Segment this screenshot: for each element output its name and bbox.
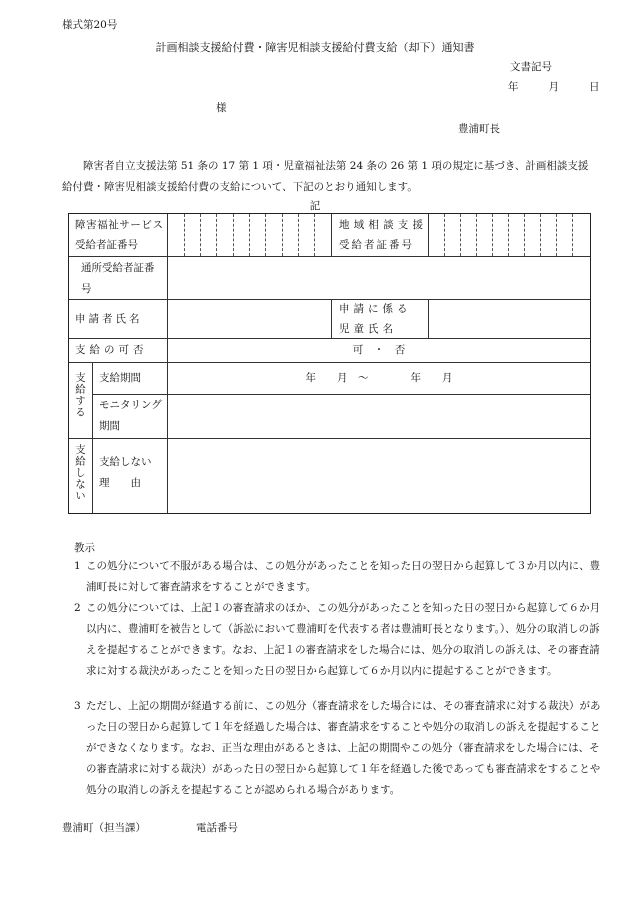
note-item	[62, 598, 602, 682]
year-label: 年	[508, 81, 519, 93]
supply-period-label: 支給期間	[99, 372, 141, 384]
ki-label: 記	[309, 200, 321, 212]
digit-divider	[282, 214, 283, 256]
document-title: 計画相談支援給付費・障害児相談支援給付費支給（却下）通知書	[155, 41, 475, 54]
col-divider	[92, 362, 93, 513]
col-divider	[428, 214, 429, 256]
digit-divider	[298, 214, 299, 256]
regional-consult-number-label: 地域相談支援受給者証番号	[339, 219, 425, 251]
approve-group-label: 支給する	[74, 372, 86, 418]
digit-divider	[200, 214, 201, 256]
row-divider	[69, 438, 590, 439]
digit-divider	[508, 214, 509, 256]
document-number-label: 文書記号	[510, 61, 552, 73]
applicant-name-label: 申請者氏名	[75, 313, 143, 325]
child-name-label: 申請に係る児童氏名	[339, 303, 412, 335]
col-divider	[428, 299, 429, 338]
outpatient-number-label: 通所受給者証番号	[81, 262, 155, 295]
digit-divider	[249, 214, 250, 256]
digit-divider	[524, 214, 525, 256]
body-text: 障害者自立支援法第 51 条の 17 第 1 項・児童福祉法第 24 条の 26 第 1 項の規定に基づき、計画相談支援給付費・障害児相談支援給付費の支給について、下記のとおり通知します。	[62, 160, 589, 193]
digit-divider	[184, 214, 185, 256]
addressee-suffix: 様	[216, 102, 227, 114]
digit-divider	[265, 214, 266, 256]
note-item	[62, 696, 602, 801]
monitoring-period-label: モニタリング期間	[99, 399, 162, 432]
deny-group-label: 支給しない	[74, 444, 86, 502]
col-divider	[331, 299, 332, 338]
phone-label: 電話番号	[196, 822, 238, 834]
supply-period-value: 年 月 ～ 年 月	[305, 372, 453, 384]
footer	[62, 820, 238, 835]
month-label: 月	[548, 81, 559, 93]
digit-divider	[572, 214, 573, 256]
row-divider	[69, 338, 590, 339]
note-text: ただし、上記の期間が経過する前に、この処分（審査請求をした場合には、その審査請求に対する裁決）があった日の翌日から起算して１年を経過した場合は、審査請求をすることや処分の取消しの訴えを提起することができなくなります。なお、正当な理由があるときは、上記の期間やこの処分（審査請求をした場合には、その審査請求に対する裁決）があった日の翌日から起算して１年を経過した後であっても審査請求をすることや処分の取消しの訴えを提起することが認められる場合があります。	[86, 700, 601, 796]
date-line	[508, 79, 600, 94]
issuer-name: 豊浦町長	[458, 123, 500, 135]
deny-reason-label: 支給しない理 由	[99, 456, 152, 489]
notes-title: 教示	[74, 542, 95, 554]
digit-divider	[314, 214, 315, 256]
approval-label: 支給の可否	[75, 344, 148, 356]
digit-divider	[492, 214, 493, 256]
department-label: 豊浦町（担当課）	[62, 822, 146, 834]
welfare-service-number-label: 障害福祉サービス受給者証番号	[75, 219, 163, 251]
note-text: この処分について不服がある場合は、この処分があったことを知った日の翌日から起算して３か月以内に、豊浦町長に対して審査請求をすることができます。	[86, 560, 601, 593]
row-divider	[69, 256, 590, 257]
day-label: 日	[589, 81, 600, 93]
digit-divider	[216, 214, 217, 256]
digit-divider	[476, 214, 477, 256]
digit-divider	[556, 214, 557, 256]
note-item	[62, 556, 602, 598]
approval-value: 可 ・ 否	[352, 344, 406, 356]
digit-divider	[233, 214, 234, 256]
note-number: 2	[74, 602, 81, 614]
col-divider	[167, 214, 168, 513]
note-text: この処分については、上記１の審査請求のほか、この処分があったことを知った日の翌日から起算して６か月以内に、豊浦町を被告として（訴訟において豊浦町を代表する者は豊浦町長となります。）、処分の取消しの訴えを提起することができます。なお、上記１の審査請求をした場合には、処分の取消しの訴えは、その審査請求に対する裁決があったことを知った日の翌日から起算して６か月以内に提起することができます。	[86, 602, 601, 677]
digit-divider	[540, 214, 541, 256]
form-number: 様式第20号	[62, 19, 118, 31]
row-divider	[69, 362, 590, 363]
digit-divider	[444, 214, 445, 256]
col-divider	[331, 214, 332, 256]
digit-divider	[460, 214, 461, 256]
note-number: 3	[74, 700, 81, 712]
notification-table	[68, 213, 591, 514]
note-number: 1	[74, 560, 81, 572]
